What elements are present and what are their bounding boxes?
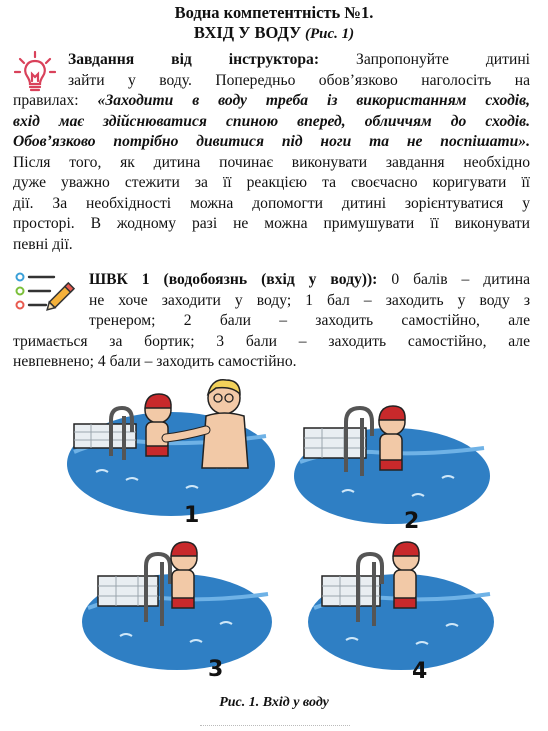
scale-label: ШВК 1 (водобоязнь (вхід у воду)): (89, 271, 378, 288)
footer-divider (200, 725, 350, 726)
figure-3-illustration (80, 536, 274, 682)
page-title: Водна компетентність №1. (174, 3, 374, 22)
rule-text: «Заходити в воду треба із використанням сходів, (97, 92, 530, 109)
figure-caption: Рис. 1. Вхід у воду (219, 695, 329, 710)
task-label: Завдання від інструктора: (68, 51, 320, 68)
figure-3-number: 3 (208, 657, 224, 682)
task-paragraph: Завдання від інструктора: Запропонуйте дитині зайти у воду. Попередньо обов’язково наголосіть на правилах: «Заходити в воду треба із використанням сходів, вхід має здійснюватися спиною вперед, обличчям до сходів. Обов’язково потрібно дивитися під ноги та не поспішати». Після того, як дитина починає виконувати завдання необхідно дуже уважно стежити за її реакцією та своєчасно коригувати її дії. За необхідності можна допомогти дитині зорієнтуватися у просторі. В жодному разі не можна примушувати її виконувати певні дії. (13, 51, 530, 253)
figure-2-number: 2 (404, 509, 420, 532)
scale-paragraph: ШВК 1 (водобоязнь (вхід у воду)): 0 балів – дитина не хоче заходити у воду; 1 бал – заходить у воду з тренером; 2 бали – заходить самостійно, але тримається за бортик; 3 бали – заходить самостійно, але невпевнено; 4 бали – заходить самостійно. (13, 271, 530, 370)
figure-4-illustration (306, 536, 496, 682)
section-title: ВХІД У ВОДУ (Рис. 1) (193, 23, 355, 42)
figure-1-number: 1 (184, 503, 200, 528)
figure-4-number: 4 (412, 659, 428, 682)
figure-1-illustration (66, 372, 276, 530)
figure-2-illustration (292, 392, 492, 532)
